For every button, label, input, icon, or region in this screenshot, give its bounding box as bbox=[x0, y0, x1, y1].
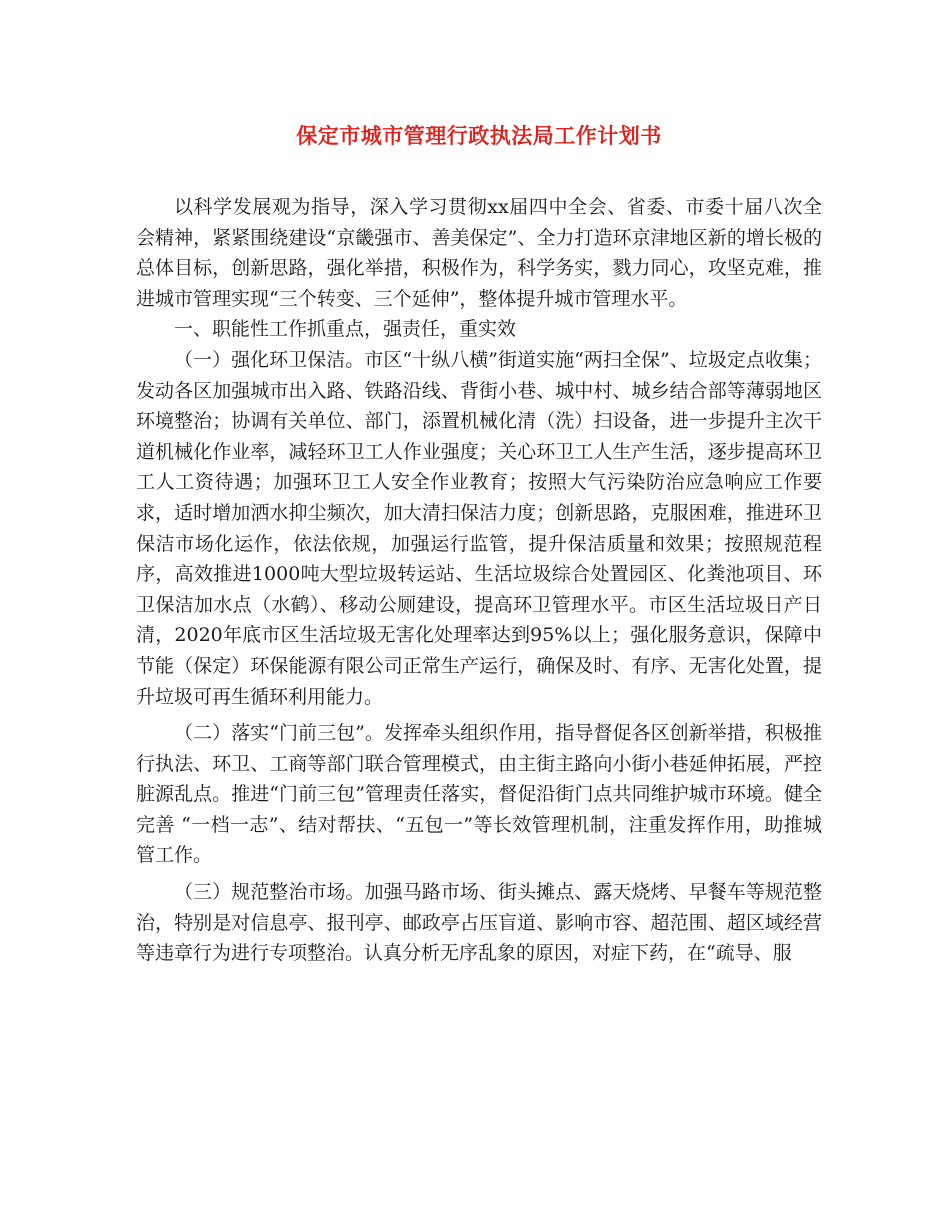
intro-paragraph: 以科学发展观为指导，深入学习贯彻xx届四中全会、省委、市委十届八次全会精神，紧紧围绕建设“京畿强市、善美保定”、全力打造环京津地区新的增长极的总体目标，创新思路，强化举措，积极作为，科学务实，戮力同心，攻坚克难，推进城市管理实现“三个转变、三个延伸”，整体提升城市管理水平。 bbox=[136, 196, 822, 310]
section-heading-1: 一、职能性工作抓重点，强责任，重实效 bbox=[174, 318, 517, 341]
document-title: 保定市城市管理行政执法局工作计划书 bbox=[296, 123, 662, 148]
paragraph-market-regulation: （三）规范整治市场。加强马路市场、街头摊点、露天烧烤、早餐车等规范整治，特别是对信息亭、报刊亭、邮政亭占压盲道、影响市容、超范围、超区域经营等违章行为进行专项整治。认真分析无序乱象的原因，对症下药，在“疏导、服 bbox=[136, 881, 822, 965]
paragraph-storefront-responsibility: （二）落实“门前三包”。发挥牵头组织作用，指导督促各区创新举措，积极推行执法、环卫、工商等部门联合管理模式，由主街主路向小街小巷延伸拓展，严控脏源乱点。推进“门前三包”管理责任落实，督促沿街门点共同维护城市环境。健全完善 “一档一志”、结对帮扶、“五包一”等长效管理机制，注重发挥作用，助推城管工作。 bbox=[136, 722, 822, 867]
paragraph-sanitation: （一）强化环卫保洁。市区“十纵八横”街道实施“两扫全保”、垃圾定点收集；发动各区加强城市出入路、铁路沿线、背街小巷、城中村、城乡结合部等薄弱地区环境整治；协调有关单位、部门，添置机械化清（洗）扫设备，进一步提升主次干道机械化作业率，减轻环卫工人作业强度；关心环卫工人生产生活，逐步提高环卫工人工资待遇；加强环卫工人安全作业教育；按照大气污染防治应急响应工作要求，适时增加洒水抑尘频次，加大清扫保洁力度；创新思路，克服困难，推进环卫保洁市场化运作，依法依规，加强运行监管，提升保洁质量和效果；按照规范程序，高效推进1000吨大型垃圾转运站、生活垃圾综合处置园区、化粪池项目、环卫保洁加水点（水鹤）、移动公厕建设，提高环卫管理水平。市区生活垃圾日产日清，2020年底市区生活垃圾无害化处理率达到95%以上；强化服务意识，保障中节能（保定）环保能源有限公司正常生产运行，确保及时、有序、无害化处置，提升垃圾可再生循环利用能力。 bbox=[136, 348, 822, 708]
